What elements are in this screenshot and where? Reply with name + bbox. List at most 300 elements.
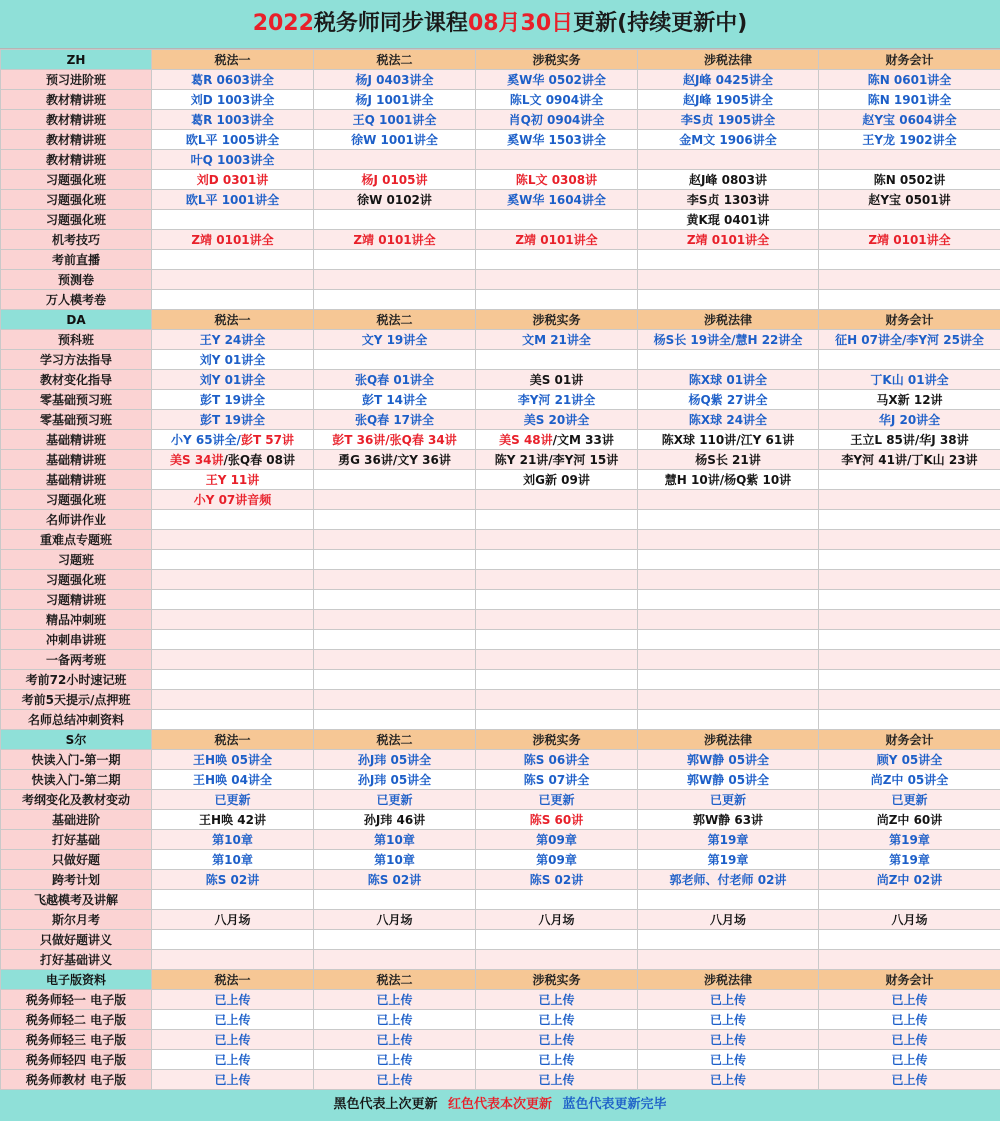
table-cell [152, 550, 314, 570]
table-cell [476, 370, 638, 390]
table-cell [638, 150, 819, 170]
table-cell [314, 1050, 476, 1070]
table-cell [638, 470, 819, 490]
table-cell [314, 530, 476, 550]
table-cell [152, 530, 314, 550]
cell-text: 八月场 [376, 912, 413, 927]
table-row [1, 370, 1000, 390]
course-label: 打好基础 [1, 830, 152, 850]
table-cell [476, 530, 638, 550]
cell-text: 已上传 [891, 1072, 928, 1087]
course-label: 教材变化指导 [1, 370, 152, 390]
cell-text: 尚Z中 02讲 [876, 872, 943, 887]
table-cell [314, 450, 476, 470]
table-cell [152, 770, 314, 790]
table-cell [314, 330, 476, 350]
cell-text: Z靖 0101讲全 [515, 232, 598, 247]
table-cell [476, 870, 638, 890]
table-cell [819, 550, 1000, 570]
table-row [1, 350, 1000, 370]
table-cell [476, 490, 638, 510]
table-row [1, 610, 1000, 630]
table-cell [152, 490, 314, 510]
table-cell [476, 70, 638, 90]
table-cell [152, 190, 314, 210]
cell-text: 已上传 [709, 1032, 746, 1047]
table-row [1, 570, 1000, 590]
table-cell [152, 450, 314, 470]
table-cell [638, 630, 819, 650]
cell-text: 征H 07讲全/李Y河 25讲全 [835, 332, 984, 347]
cell-text: 刘D 0301讲 [196, 172, 269, 187]
cell-text: Z靖 0101讲全 [353, 232, 436, 247]
cell-text: 陈L文 0904讲全 [509, 92, 604, 107]
table-row [1, 1010, 1000, 1030]
cell-text: 郭W静 05讲全 [686, 772, 770, 787]
course-label: 学习方法指导 [1, 350, 152, 370]
course-label: 万人模考卷 [1, 290, 152, 310]
table-cell [314, 650, 476, 670]
cell-text: 八月场 [891, 912, 928, 927]
cell-text: 已上传 [214, 1052, 251, 1067]
course-label: 零基础预习班 [1, 410, 152, 430]
table-cell [819, 150, 1000, 170]
table-cell [314, 90, 476, 110]
cell-text: 已上传 [538, 1052, 575, 1067]
table-cell [476, 950, 638, 970]
table-row [1, 490, 1000, 510]
cell-text: 欧L平 1001讲全 [185, 192, 280, 207]
table-row [1, 210, 1000, 230]
table-cell [476, 90, 638, 110]
table-cell [638, 490, 819, 510]
course-label: 基础精讲班 [1, 470, 152, 490]
page-title [0, 0, 1000, 48]
table-cell [314, 630, 476, 650]
course-label: 预科班 [1, 330, 152, 350]
table-cell [638, 250, 819, 270]
table-cell [152, 350, 314, 370]
table-cell [638, 430, 819, 450]
table-cell [314, 210, 476, 230]
table-cell [476, 210, 638, 230]
table-cell [314, 350, 476, 370]
table-cell [314, 510, 476, 530]
table-cell [638, 390, 819, 410]
cell-text: 赵J峰 1905讲全 [682, 92, 774, 107]
table-row [1, 470, 1000, 490]
table-cell [476, 650, 638, 670]
table-cell [819, 250, 1000, 270]
cell-text: 王Y龙 1902讲全 [862, 132, 957, 147]
table-cell [314, 930, 476, 950]
subject-column-header: 税法一 [152, 730, 314, 750]
table-cell [314, 290, 476, 310]
course-label: 预测卷 [1, 270, 152, 290]
table-cell [819, 1010, 1000, 1030]
cell-text: 葛R 0603讲全 [191, 72, 274, 87]
table-cell [476, 750, 638, 770]
title-text-2: 更新(持续更新中) [573, 11, 748, 36]
table-cell [152, 890, 314, 910]
table-cell [638, 1030, 819, 1050]
table-cell [476, 770, 638, 790]
table-row [1, 910, 1000, 930]
cell-text: 已上传 [376, 992, 413, 1007]
course-label: 预习进阶班 [1, 70, 152, 90]
course-label: 税务师轻二 电子版 [1, 1010, 152, 1030]
table-cell [819, 910, 1000, 930]
cell-text: 李S贞 1303讲 [686, 192, 770, 207]
cell-text: 陈N 1901讲全 [867, 92, 952, 107]
course-label: 教材精讲班 [1, 130, 152, 150]
table-cell [476, 270, 638, 290]
table-cell [476, 590, 638, 610]
cell-text: 张Q春 01讲全 [354, 372, 435, 387]
table-cell [819, 690, 1000, 710]
table-cell [476, 430, 638, 450]
table-cell [638, 330, 819, 350]
table-cell [152, 990, 314, 1010]
cell-text: 赵J峰 0803讲 [688, 172, 768, 187]
table-row [1, 390, 1000, 410]
cell-text: 已上传 [376, 1032, 413, 1047]
table-row [1, 170, 1000, 190]
table-cell [152, 1070, 314, 1090]
course-label: 教材精讲班 [1, 110, 152, 130]
cell-text-segment: 李Y河 41讲/丁K山 23讲 [841, 452, 978, 467]
table-cell [314, 750, 476, 770]
table-cell [152, 610, 314, 630]
subject-column-header: 税法一 [152, 310, 314, 330]
table-cell [152, 1050, 314, 1070]
table-cell [476, 250, 638, 270]
table-cell [152, 950, 314, 970]
table-cell [819, 1050, 1000, 1070]
title-date: 08月30日 [467, 11, 574, 36]
table-cell [638, 410, 819, 430]
table-cell [819, 630, 1000, 650]
table-row [1, 410, 1000, 430]
table-row [1, 850, 1000, 870]
cell-text: 孙J玮 46讲 [363, 812, 426, 827]
table-cell [638, 70, 819, 90]
table-cell [314, 170, 476, 190]
cell-text: 陈X球 24讲全 [688, 412, 768, 427]
table-cell [152, 570, 314, 590]
table-cell [819, 790, 1000, 810]
table-cell [152, 670, 314, 690]
cell-text: 刘Y 01讲全 [199, 372, 266, 387]
cell-text: 刘Y 01讲全 [199, 352, 266, 367]
table-cell [819, 390, 1000, 410]
table-cell [314, 1070, 476, 1090]
cell-text: 郭W静 05讲全 [686, 752, 770, 767]
table-row [1, 870, 1000, 890]
table-row [1, 890, 1000, 910]
course-label: 基础精讲班 [1, 450, 152, 470]
cell-text: 肖Q初 0904讲全 [508, 112, 605, 127]
cell-text: 孙J玮 05讲全 [357, 752, 432, 767]
table-cell [314, 490, 476, 510]
cell-text: 第09章 [536, 832, 577, 847]
table-cell [476, 190, 638, 210]
subject-column-header: 税法一 [152, 50, 314, 70]
course-label: 教材精讲班 [1, 150, 152, 170]
cell-text: 已上传 [891, 1012, 928, 1027]
cell-text: 已上传 [214, 1032, 251, 1047]
table-cell [638, 170, 819, 190]
table-cell [476, 830, 638, 850]
cell-text-segment: 美S 48讲 [499, 432, 553, 447]
cell-text: 杨Q紫 27讲全 [688, 392, 768, 407]
table-row [1, 250, 1000, 270]
cell-text-segment: 小Y 65讲全/ [170, 432, 241, 447]
table-cell [314, 570, 476, 590]
cell-text: 奚W华 0502讲全 [507, 72, 606, 87]
cell-text: 欧L平 1005讲全 [185, 132, 280, 147]
table-cell [638, 930, 819, 950]
table-cell [152, 870, 314, 890]
cell-text: 第10章 [374, 832, 415, 847]
cell-text: 徐W 0102讲 [357, 192, 432, 207]
table-cell [314, 670, 476, 690]
table-cell [314, 70, 476, 90]
cell-text: 第10章 [374, 852, 415, 867]
cell-text: 第10章 [212, 852, 253, 867]
course-label: 零基础预习班 [1, 390, 152, 410]
table-cell [819, 230, 1000, 250]
table-cell [314, 950, 476, 970]
table-cell [152, 90, 314, 110]
cell-text: 已更新 [214, 792, 251, 807]
table-cell [314, 890, 476, 910]
table-cell [476, 130, 638, 150]
course-label: 只做好题 [1, 850, 152, 870]
cell-text-segment: /张Q春 08讲 [223, 452, 295, 467]
table-row [1, 770, 1000, 790]
table-cell [152, 850, 314, 870]
table-cell [314, 1010, 476, 1030]
cell-text: 已上传 [376, 1052, 413, 1067]
cell-text: 陈S 06讲全 [523, 752, 590, 767]
cell-text: 第09章 [536, 852, 577, 867]
subject-column-header: 财务会计 [819, 50, 1000, 70]
table-row [1, 690, 1000, 710]
table-cell [638, 750, 819, 770]
table-row [1, 750, 1000, 770]
section-name: 电子版资料 [1, 970, 152, 990]
table-cell [819, 450, 1000, 470]
table-cell [819, 130, 1000, 150]
table-row [1, 70, 1000, 90]
cell-text: 陈S 02讲 [367, 872, 422, 887]
table-cell [819, 590, 1000, 610]
table-cell [819, 930, 1000, 950]
cell-text: 八月场 [214, 912, 251, 927]
cell-text: 已上传 [214, 992, 251, 1007]
cell-text: 王H唤 04讲全 [193, 772, 272, 787]
table-cell [819, 510, 1000, 530]
section-header-row [1, 730, 1000, 750]
cell-text: 陈L文 0308讲 [515, 172, 598, 187]
cell-text: 文M 21讲全 [522, 332, 591, 347]
table-cell [819, 750, 1000, 770]
table-cell [819, 410, 1000, 430]
table-cell [152, 710, 314, 730]
table-cell [314, 850, 476, 870]
table-cell [638, 350, 819, 370]
table-row [1, 810, 1000, 830]
table-row [1, 150, 1000, 170]
table-cell [314, 990, 476, 1010]
cell-text: Z靖 0101讲全 [191, 232, 274, 247]
title-text-1: 税务师同步课程 [313, 11, 468, 36]
table-row [1, 510, 1000, 530]
cell-text: Z靖 0101讲全 [686, 232, 770, 247]
table-cell [476, 850, 638, 870]
cell-text: 杨J 0403讲全 [355, 72, 434, 87]
cell-text: 小Y 07讲音频 [193, 492, 272, 507]
cell-text: 已上传 [709, 1052, 746, 1067]
cell-text: 已上传 [214, 1012, 251, 1027]
table-cell [819, 350, 1000, 370]
table-cell [638, 1070, 819, 1090]
cell-text: 李S贞 1905讲全 [680, 112, 776, 127]
cell-text: 尚Z中 60讲 [876, 812, 943, 827]
table-cell [476, 690, 638, 710]
table-row [1, 230, 1000, 250]
table-cell [819, 1070, 1000, 1090]
cell-text-segment: 陈Y 21讲/李Y河 15讲 [494, 452, 619, 467]
cell-text: 丁K山 01讲全 [870, 372, 949, 387]
table-cell [819, 470, 1000, 490]
table-row [1, 430, 1000, 450]
cell-text: 已上传 [891, 1052, 928, 1067]
table-row [1, 450, 1000, 470]
cell-text: 陈S 02讲 [205, 872, 260, 887]
cell-text: 已上传 [891, 992, 928, 1007]
table-cell [819, 670, 1000, 690]
table-cell [638, 870, 819, 890]
table-cell [476, 390, 638, 410]
table-cell [314, 190, 476, 210]
table-cell [314, 870, 476, 890]
course-label: 考前72小时速记班 [1, 670, 152, 690]
table-cell [476, 350, 638, 370]
subject-column-header: 涉税法律 [638, 730, 819, 750]
table-cell [638, 950, 819, 970]
table-row [1, 710, 1000, 730]
cell-text: 彭T 19讲全 [199, 412, 266, 427]
table-cell [819, 110, 1000, 130]
subject-column-header: 税法二 [314, 730, 476, 750]
course-label: 机考技巧 [1, 230, 152, 250]
course-schedule-body [1, 50, 1000, 1090]
table-cell [152, 630, 314, 650]
table-cell [476, 450, 638, 470]
cell-text: 已上传 [538, 1072, 575, 1087]
cell-text: 奚W华 1604讲全 [507, 192, 606, 207]
table-cell [152, 750, 314, 770]
cell-text: 赵Y宝 0604讲全 [862, 112, 957, 127]
table-cell [476, 710, 638, 730]
table-cell [819, 710, 1000, 730]
table-cell [638, 790, 819, 810]
table-cell [638, 290, 819, 310]
course-schedule-table [0, 49, 1000, 1090]
cell-text: 第19章 [889, 852, 930, 867]
table-cell [314, 830, 476, 850]
cell-text-segment: 王立L 85讲/华J 38讲 [850, 432, 969, 447]
cell-text: 八月场 [538, 912, 575, 927]
cell-text: 王H唤 05讲全 [193, 752, 272, 767]
table-cell [476, 570, 638, 590]
table-cell [314, 270, 476, 290]
table-cell [819, 1030, 1000, 1050]
course-label: 税务师教材 电子版 [1, 1070, 152, 1090]
table-cell [152, 830, 314, 850]
table-cell [314, 470, 476, 490]
table-cell [152, 510, 314, 530]
cell-text: 刘G新 09讲 [523, 472, 590, 487]
cell-text: 已上传 [376, 1012, 413, 1027]
table-cell [638, 570, 819, 590]
table-cell [152, 590, 314, 610]
cell-text: 已上传 [891, 1032, 928, 1047]
cell-text: 已上传 [376, 1072, 413, 1087]
table-cell [152, 910, 314, 930]
subject-column-header: 涉税法律 [638, 50, 819, 70]
table-cell [314, 610, 476, 630]
table-cell [819, 70, 1000, 90]
table-cell [314, 390, 476, 410]
table-row [1, 1050, 1000, 1070]
section-header-row [1, 970, 1000, 990]
table-cell [819, 830, 1000, 850]
course-label: 习题强化班 [1, 170, 152, 190]
table-cell [476, 550, 638, 570]
cell-text: 美S 01讲 [529, 372, 584, 387]
cell-text: 第19章 [707, 832, 749, 847]
cell-text: 郭W静 63讲 [692, 812, 764, 827]
cell-text: 葛R 1003讲全 [191, 112, 274, 127]
table-row [1, 670, 1000, 690]
course-label: 快读入门-第二期 [1, 770, 152, 790]
cell-text: 陈X球 01讲全 [688, 372, 768, 387]
course-label: 冲刺串讲班 [1, 630, 152, 650]
table-cell [819, 370, 1000, 390]
table-cell [476, 670, 638, 690]
table-cell [638, 90, 819, 110]
table-cell [152, 150, 314, 170]
cell-text: 王Q 1001讲全 [352, 112, 437, 127]
table-cell [476, 290, 638, 310]
table-cell [819, 610, 1000, 630]
table-cell [638, 770, 819, 790]
table-cell [314, 410, 476, 430]
table-cell [476, 150, 638, 170]
table-cell [152, 170, 314, 190]
cell-text: 王Y 24讲全 [199, 332, 266, 347]
table-row [1, 110, 1000, 130]
table-cell [819, 890, 1000, 910]
cell-text: 慧H 10讲/杨Q紫 10讲 [664, 472, 792, 487]
cell-text: 已上传 [538, 1012, 575, 1027]
cell-text: 刘D 1003讲全 [190, 92, 275, 107]
table-cell [152, 370, 314, 390]
table-cell [638, 890, 819, 910]
